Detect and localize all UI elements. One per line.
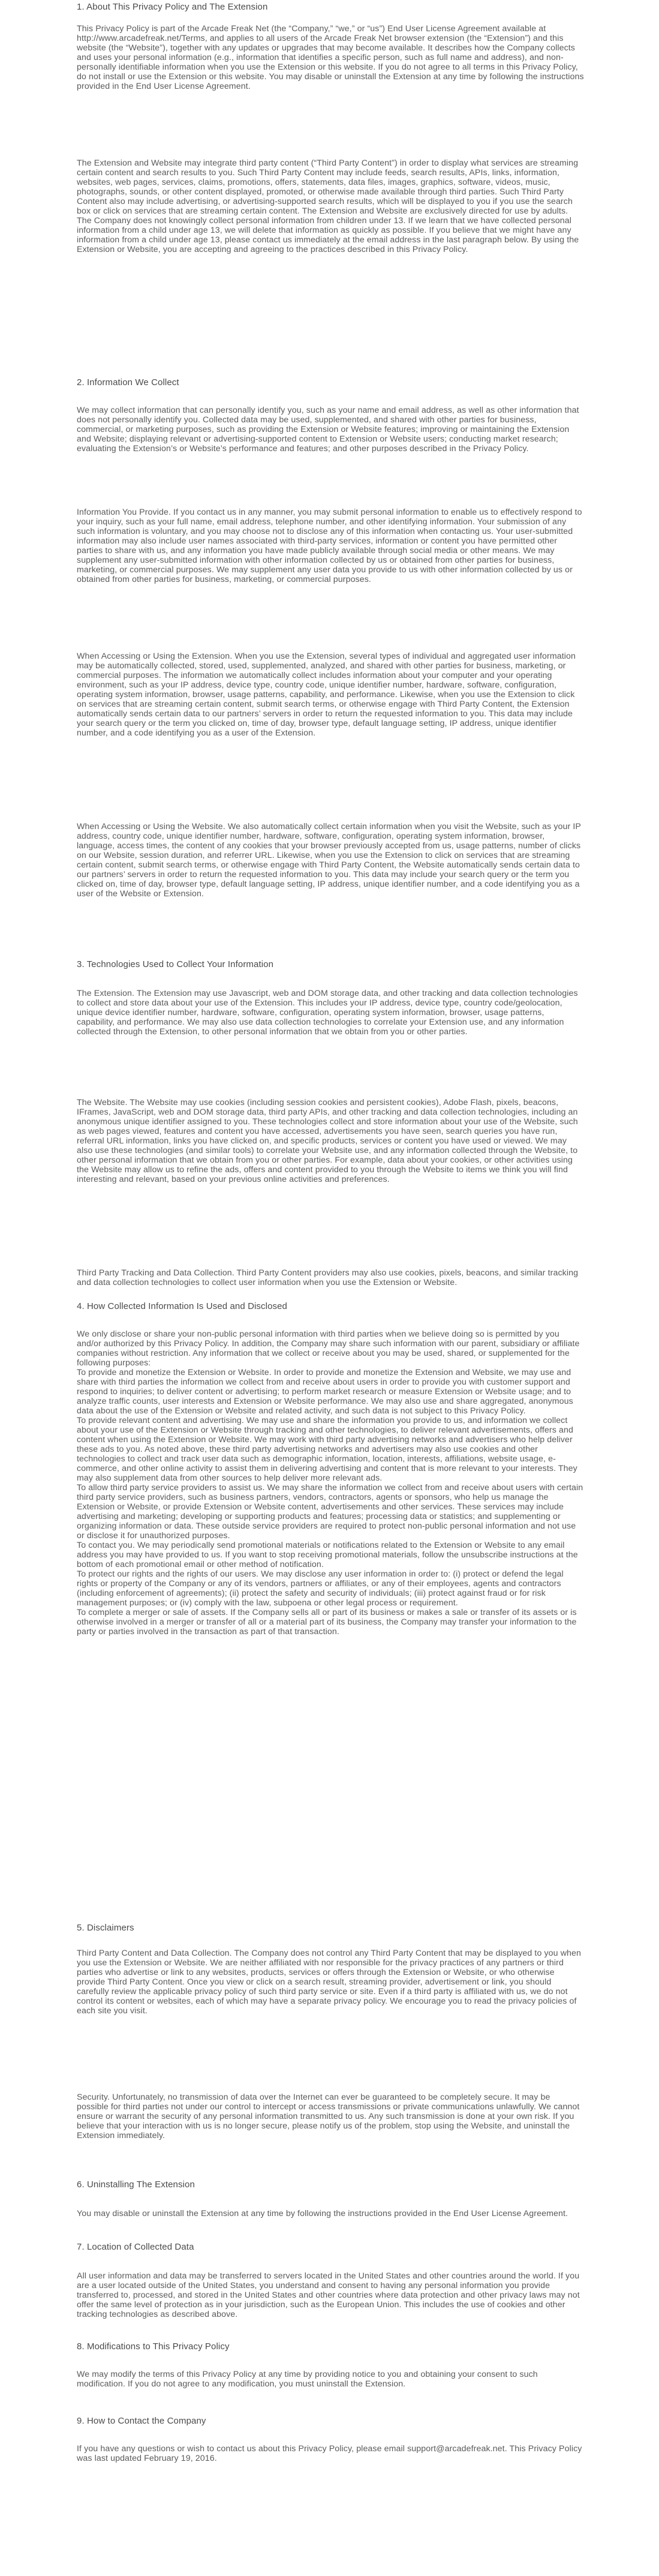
section-paragraph: Third Party Tracking and Data Collection. Third Party Content providers may also use cookies, pixels, beacons, and similar tracking and data collection technologies to collect user information when you use the Extension or Website. — [77, 1268, 579, 1287]
section-paragraph: When Accessing or Using the Website. We also automatically collect certain information when you visit the Website, such as your IP address, country code, unique identifier number, hardware, software, configuration, operating system information, browser, language, access times, the content of any cookies that your browser previously accepted from us, usage patterns, number of clicks on our Website, session duration, and referrer URL. Likewise, when you use the Extension to click on services that are streaming certain content, submit search terms, or otherwise engage with Third Party Content, the Website automatically sends certain data to our partners’ servers in order to return the requested information to you. This data may include your search query or the term you clicked on, time of day, browser type, default language setting, IP address, unique identifier number, and a code identifying you as a user of the Website or Extension. — [77, 822, 581, 899]
section-paragraph: The Extension and Website may integrate third party content (“Third Party Content”) in order to display what services are streaming certain content and search results to you. Such Third Party Content may include feeds, search results, APIs, links, information, websites, web pages, services, claims, promotions, offers, statements, data files, images, graphics, software, videos, music, photographs, sounds, or other content displayed, promoted, or otherwise made available through third parties. Such Third Party Content also may include advertising, or advertising-supported search results, which will be displayed to you if you use the search box or click on services that are streaming certain content. The Extension and Website are exclusively directed for use by adults. The Company does not knowingly collect personal information from children under 13. If we learn that we have collected personal information from a child under age 13, we will delete that information as quickly as possible. If you believe that we might have any information from a child under age 13, please contact us immediately at the email address in the last paragraph below. By using the Extension or Website, you are accepting and agreeing to the practices described in this Privacy Policy. — [77, 158, 579, 254]
section-paragraph: You may disable or uninstall the Extension at any time by following the instructions provided in the End User License Agreement. — [77, 2209, 568, 2218]
section-heading: 8. Modifications to This Privacy Policy — [77, 2341, 230, 2352]
section-paragraph: Third Party Content and Data Collection. The Company does not control any Third Party Content that may be displayed to you when you use the Extension or Website. We are neither affiliated with nor responsible for the privacy practices of any partners or third parties who advertise or link to any websites, products, services or offers through the Extension or Website, or who otherwise provide Third Party Content. Once you view or click on a search result, streaming provider, advertisement or link, you should carefully review the applicable privacy policy of such third party service or site. Even if a third party is affiliated with us, we do not control its content or websites, each of which may have a separate privacy policy. We encourage you to read the privacy policies of each site you visit. — [77, 1948, 582, 2016]
section-paragraph: Security. Unfortunately, no transmission of data over the Internet can ever be guaranteed to be completely secure. It may be possible for third parties not under our control to intercept or access transmissions or private communications unlawfully. We cannot ensure or warrant the security of any personal information transmitted to us. Any such transmission is done at your own risk. If you believe that your interaction with us is no longer secure, please notify us of the problem, stop using the Website, and uninstall the Extension immediately. — [77, 2092, 580, 2140]
section-paragraph: This Privacy Policy is part of the Arcade Freak Net (the “Company,” “we,” or “us”) End User License Agreement available at http://www.arcadefreak.net/Terms, and applies to all users of the Arcade Freak Net browser extension (the “Extension”) and this website (the “Website”), together with any updates or upgrades that may become available. It describes how the Company collects and uses your personal information (e.g., information that identifies a specific person, such as full name and address), and non-personally identifiable information when you use the Extension or this website. If you do not agree to all terms in this Privacy Policy, do not install or use the Extension or this website. You may disable or uninstall the Extension at any time by following the instructions provided in the End User License Agreement. — [77, 24, 584, 91]
section-paragraph: Information You Provide. If you contact us in any manner, you may submit personal information to enable us to effectively respond to your inquiry, such as your full name, email address, telephone number, and other identifying information. Your submission of any such information is voluntary, and you may choose not to disclose any of this information when contacting us. Your user-submitted information may also include user names associated with third-party services, information or content you have permitted other parties to share with us, and any information you have made publicly available through social media or other means. We may supplement any user-submitted information with other information collected by us or obtained from other parties for business, marketing, or commercial purposes. We may supplement any user data you provide to us with other information collected by us or obtained from other parties for business, marketing, or commercial purposes. — [77, 508, 582, 584]
section-heading: 6. Uninstalling The Extension — [77, 2179, 195, 2190]
section-paragraph: We may modify the terms of this Privacy Policy at any time by providing notice to you and obtaining your consent to such modification. If you do not agree to any modification, you must uninstall the Extension. — [77, 2370, 538, 2389]
section-paragraph: All user information and data may be transferred to servers located in the United States and other countries around the world. If you are a user located outside of the United States, you understand and consent to having any personal information you provide transferred to, processed, and stored in the United States and other countries where data protection and other privacy laws may not offer the same level of protection as in your jurisdiction, such as the European Union. This includes the use of cookies and other tracking technologies as described above. — [77, 2271, 580, 2319]
section-heading: 4. How Collected Information Is Used and Disclosed — [77, 1301, 287, 1311]
section-paragraph: If you have any questions or wish to contact us about this Privacy Policy, please email support@arcadefreak.net. This Privacy Policy was last updated February 19, 2016. — [77, 2444, 582, 2463]
section-heading: 1. About This Privacy Policy and The Extension — [77, 2, 268, 12]
section-paragraph: The Extension. The Extension may use Javascript, web and DOM storage data, and other tracking and data collection technologies to collect and store data about your use of the Extension. This includes your IP address, device type, country code/geolocation, unique device identifier number, hardware, software, configuration, operating system information, browser, usage patterns, capability, and performance. We may also use data collection technologies to correlate your Extension use, and any information collected through the Extension, to other personal information that we obtain from you or other parties. — [77, 989, 578, 1037]
section-paragraph: We only disclose or share your non-public personal information with third parties when we believe doing so is permitted by you and/or authorized by this Privacy Policy. In addition, the Company may share such information with our parent, subsidiary or affiliate companies without restriction. Any information that we collect or receive about you may be used, shared, or supplemented for the following purposes: To provide and monetize the Extension or Website. In order to provide and monetize the Extension and Website, we may use and share with third parties the information we collect from and receive about users in order to provide you with customer support and respond to inquiries; to deliver content or advertising; to perform market research or measure Extension or Website usage; and to analyze traffic counts, user interests and Extension or Website performance. We may also use and share aggregated, anonymous data about the use of the Extension or Website and related activity, and such data is not subject to this Privacy Policy. To provide relevant content and advertising. We may use and share the information you provide to us, and information we collect about your use of the Extension or Website through tracking and other technologies, to deliver relevant advertisements, offers and content when using the Extension or Website. We may work with third party advertising networks and advertisers who help deliver these ads to you. As noted above, these third party advertising networks and advertisers may also use cookies and other technologies to collect and track user data such as demographic information, location, interests, affiliations, website usage, e-commerce, and other online activity to assist them in delivering advertising and content that is more relevant to your interests. They may also supplement data from other sources to help deliver more relevant ads. To allow third party service providers to assist us. We may share the information we collect from and receive about users with certain third party service providers, such as business partners, vendors, contractors, agents or sponsors, who help us manage the Extension or Website, or provide Extension or Website content, advertisements and other services. These services may include advertising and marketing; developing or supporting products and features; processing data or statistics; and supplementing or organizing information or data. These outside service providers are required to protect non-public personal information and not use or disclose it for unauthorized purposes. To contact you. We may periodically send promotional materials or notifications related to the Extension or Website to any email address you may have provided to us. If you want to stop receiving promotional materials, follow the unsubscribe instructions at the bottom of each promotional email or other method of notification. To protect our rights and the rights of our users. We may disclose any user information in order to: (i) protect or defend the legal rights or property of the Company or any of its vendors, partners or affiliates, or any of their employees, agents and contractors (including enforcement of agreements); (ii) protect the safety and security of individuals; (iii) protect against fraud or for risk management purposes; or (iv) comply with the law, subpoena or other legal process or requirement. To complete a merger or sale of assets. If the Company sells all or part of its business or makes a sale or transfer of its assets or is otherwise involved in a merger or transfer of all or a material part of its business, the Company may transfer your information to the party or parties involved in the transaction as part of that transaction. — [77, 1329, 583, 1637]
section-heading: 3. Technologies Used to Collect Your Information — [77, 959, 274, 969]
section-heading: 9. How to Contact the Company — [77, 2416, 206, 2426]
section-heading: 7. Location of Collected Data — [77, 2242, 194, 2252]
section-heading: 5. Disclaimers — [77, 1923, 134, 1933]
section-paragraph: We may collect information that can personally identify you, such as your name and email address, as well as other information that does not personally identify you. Collected data may be used, supplemented, and shared with other parties for business, commercial, or marketing purposes, such as providing the Extension or Website features; improving or maintaining the Extension and Website; displaying relevant or advertising-supported content to Extension or Website users; conducting market research; evaluating the Extension’s or Website’s performance and features; and other purposes described in the Privacy Policy. — [77, 406, 579, 454]
section-paragraph: When Accessing or Using the Extension. When you use the Extension, several types of individual and aggregated user information may be automatically collected, stored, used, supplemented, analyzed, and shared with other parties for business, marketing, or commercial purposes. The information we automatically collect includes information about your computer and your operating environment, such as your IP address, device type, country code, unique identifier number, hardware, software, configuration, operating system information, browser, usage patterns, capability, and performance. Likewise, when you use the Extension to click on services that are streaming certain content, submit search terms, or otherwise engage with Third Party Content, the Extension automatically sends certain data to our partners’ servers in order to return the requested information to you. This data may include your search query or the term you clicked on, time of day, browser type, default language setting, IP address, unique identifier number, and a code identifying you as a user of the Extension. — [77, 651, 576, 738]
section-paragraph: The Website. The Website may use cookies (including session cookies and persistent cookies), Adobe Flash, pixels, beacons, IFrames, JavaScript, web and DOM storage data, third party APIs, and other tracking and data collection technologies, including an anonymous unique identifier assigned to you. These technologies collect and store information about your use of the Website, such as web pages viewed, features and content you have accessed, advertisements you have seen, search queries you have run, referral URL information, links you have clicked on, and specific products, services or content you have used or viewed. We may also use these technologies (and similar tools) to correlate your Website use, and any information collected through the Website, to other personal information that we obtain from you or other parties. For example, data about your cookies, or other activities using the Website may allow us to refine the ads, offers and content provided to you through the Website to items we think you will find interesting and relevant, based on your previous online activities and preferences. — [77, 1098, 578, 1184]
section-heading: 2. Information We Collect — [77, 377, 179, 388]
